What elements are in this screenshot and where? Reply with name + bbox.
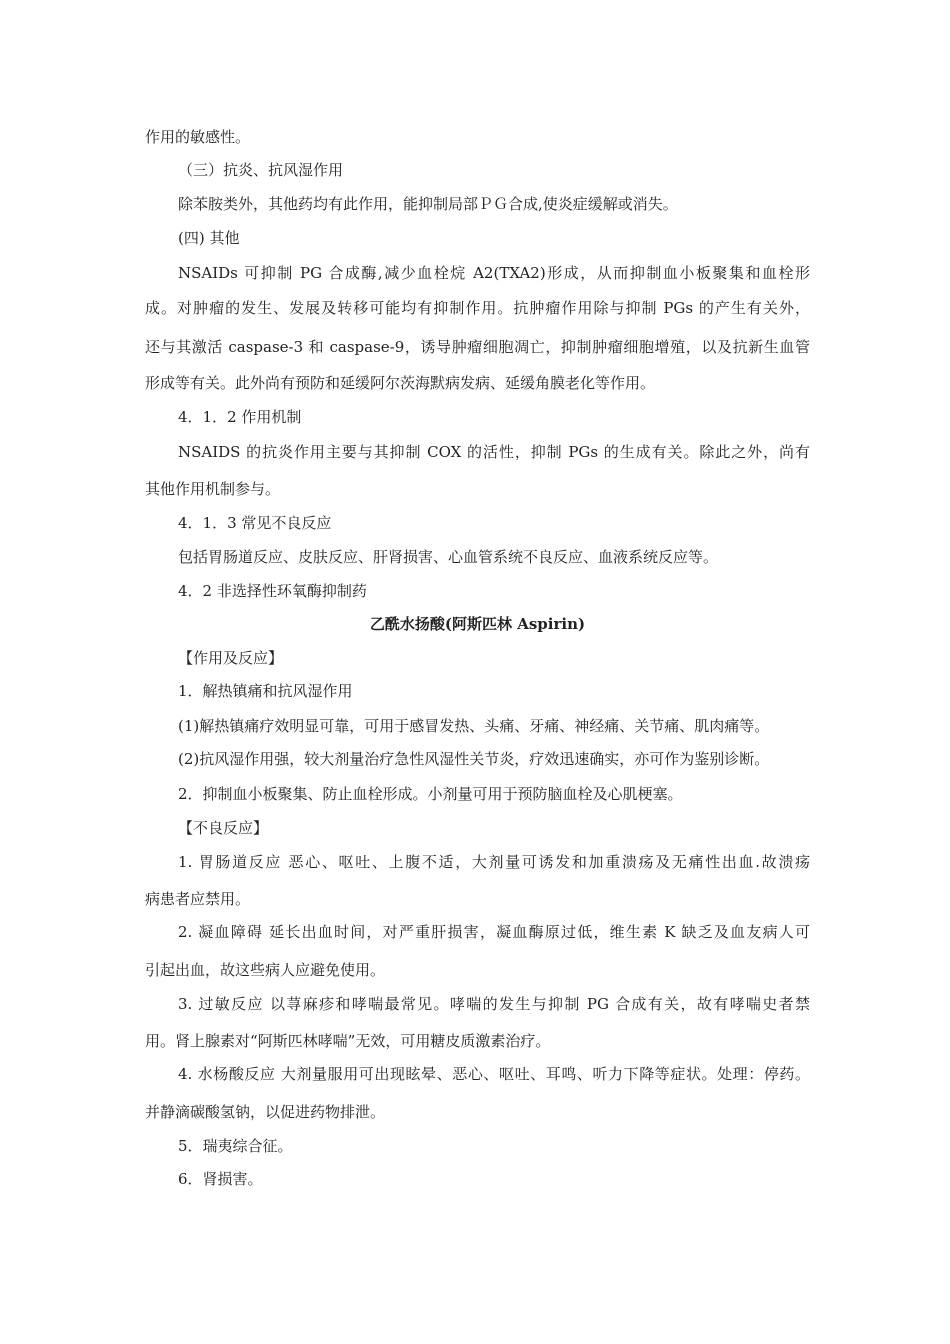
section-heading: （三）抗炎、抗风湿作用 <box>178 161 344 179</box>
text-line: 1. 胃肠道反应 恶心、呕吐、上腹不适，大剂量可诱发和加重溃疡及无痛性出血.故溃疡 <box>178 853 810 871</box>
section-heading: 4．1．2 作用机制 <box>178 408 302 426</box>
text-line: NSAIDs 可抑制 PG 合成酶,减少血栓烷 A2(TXA2)形成，从而抑制血小板聚集和血栓形 <box>178 264 810 282</box>
text-line: 3. 过敏反应 以荨麻疹和哮喘最常见。哮喘的发生与抑制 PG 合成有关，故有哮喘史者禁 <box>178 995 810 1013</box>
bracket-heading: 【作用及反应】 <box>178 649 284 667</box>
text-line: 还与其激活 caspase-3 和 caspase-9，诱导肿瘤细胞凋亡，抑制肿瘤细胞增殖，以及抗新生血管 <box>145 338 810 356</box>
text-line: 作用的敏感性。 <box>145 128 251 146</box>
text-line: 6．肾损害。 <box>178 1170 263 1188</box>
text-line: 引起出血，故这些病人应避免使用。 <box>145 961 386 979</box>
text-line: 并静滴碳酸氢钠，以促进药物排泄。 <box>145 1103 386 1121</box>
text-line: 除苯胺类外，其他药均有此作用，能抑制局部ＰＧ合成,使炎症缓解或消失。 <box>178 195 678 213</box>
text-line: 1．解热镇痛和抗风湿作用 <box>178 682 353 700</box>
drug-title: 乙酰水扬酸(阿斯匹林 Aspirin) <box>369 615 586 633</box>
text-line: 成。对肿瘤的发生、发展及转移可能均有抑制作用。抗肿瘤作用除与抑制 PGs 的产生有关外， <box>145 299 810 317</box>
text-line: 2. 凝血障碍 延长出血时间，对严重肝损害，凝血酶原过低，维生素 K 缺乏及血友病人可 <box>178 923 810 941</box>
bracket-heading: 【不良反应】 <box>178 819 269 837</box>
text-line: 病患者应禁用。 <box>145 890 251 908</box>
text-line: 5．瑞夷综合征。 <box>178 1137 293 1155</box>
section-heading: 4．1．3 常见不良反应 <box>178 514 332 532</box>
text-line: 2．抑制血小板聚集、防止血栓形成。小剂量可用于预防脑血栓及心肌梗塞。 <box>178 785 683 803</box>
section-heading: 4．2 非选择性环氧酶抑制药 <box>178 582 367 600</box>
text-line: 其他作用机制参与。 <box>145 480 281 498</box>
text-line: 4. 水杨酸反应 大剂量服用可出现眩晕、恶心、呕吐、耳鸣、听力下降等症状。处理：停药。 <box>178 1065 810 1083</box>
text-line: (2)抗风湿作用强，较大剂量治疗急性风湿性关节炎，疗效迅速确实，亦可作为鉴别诊断。 <box>178 750 770 768</box>
text-line: NSAIDS 的抗炎作用主要与其抑制 COX 的活性，抑制 PGs 的生成有关。除此之外，尚有 <box>178 443 810 461</box>
section-heading: (四) 其他 <box>178 229 240 247</box>
text-line: 包括胃肠道反应、皮肤反应、肝肾损害、心血管系统不良反应、血液系统反应等。 <box>178 548 719 566</box>
text-line: 用。肾上腺素对“阿斯匹林哮喘”无效，可用糖皮质激素治疗。 <box>145 1032 551 1050</box>
text-line: 形成等有关。此外尚有预防和延缓阿尔茨海默病发病、延缓角膜老化等作用。 <box>145 374 656 392</box>
text-line: (1)解热镇痛疗效明显可靠，可用于感冒发热、头痛、牙痛、神经痛、关节痛、肌肉痛等。 <box>178 717 770 735</box>
